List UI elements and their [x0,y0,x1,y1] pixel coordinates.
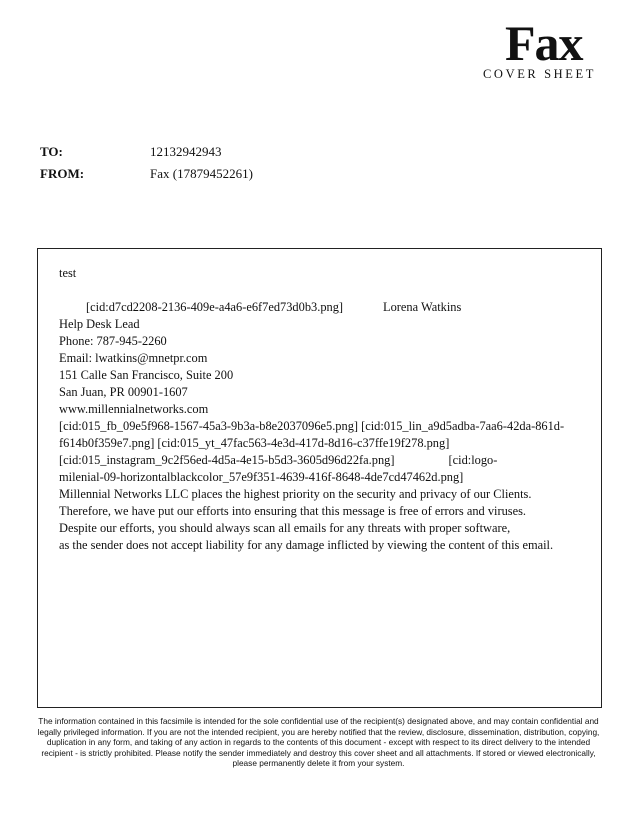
disclaimer-line4: as the sender does not accept liability for any damage inflicted by viewing the content of this email. [59,538,554,552]
instagram-image-ref: [cid:015_instagram_9c2f56ed-4d5a-4e15-b5d3-3605d96d22fa.png] [59,453,395,467]
social-links-line2: f614b0f359e7.png] [cid:015_yt_47fac563-4e3d-417d-8d16-c37ffe19f278.png] [59,436,450,450]
social-links-line1: [cid:015_fb_09e5f968-1567-45a3-9b3a-b8e2037096e5.png] [cid:015_lin_a9d5adba-7aa6-42da-861d- [59,419,565,433]
logo-image-ref-start: [cid:logo- [448,453,498,467]
signature-image-ref: [cid:d7cd2208-2136-409e-a4a6-e6f7ed73d0b3.png] [86,300,344,314]
to-label: TO: [40,144,63,159]
to-value: 12132942943 [150,144,222,159]
signature-title: Help Desk Lead [59,317,140,331]
disclaimer-line3: Despite our efforts, you should always scan all emails for any threats with proper software, [59,521,511,535]
confidentiality-notice: The information contained in this facsimile is intended for the sole confidential use of the recipient(s) designated above, and may contain confidential and legally privileged information. If you are not the intended recipient, you are hereby notified that the review, disclosure, dissemination, distribution, copying, duplication in any form, and taking of any action in regards to the contents of this document - except with respect to its direct delivery to the intended recipient - is strictly prohibited. Please notify the sender immediately and destroy this cover sheet and all attachments. If stored or viewed electronically, please permanently delete it from your system. [37,716,600,769]
from-value: Fax (17879452261) [150,166,253,181]
signature-phone: Phone: 787-945-2260 [59,334,167,348]
from-label: FROM: [40,166,85,181]
signature-name: Lorena Watkins [383,300,462,314]
disclaimer-line2: Therefore, we have put our efforts into ensuring that this message is free of errors and viruses. [59,504,527,518]
cover-sheet-subtitle: COVER SHEET [483,67,596,81]
social-links-line4: milenial-09-horizontalblackcolor_57e9f351-4639-416f-8648-4de7cd47462d.png] [59,470,464,484]
social-links-line3 [59,452,584,469]
signature-website: www.millennialnetworks.com [59,402,209,416]
message-body [59,265,584,554]
disclaimer-line1: Millennial Networks LLC places the highest priority on the security and privacy of our Clients. [59,487,532,501]
signature-address-line2: San Juan, PR 00901-1607 [59,385,188,399]
fax-title: Fax [505,15,583,71]
signature-email: Email: lwatkins@mnetpr.com [59,351,208,365]
greeting: test [59,266,77,280]
signature-header-line [59,299,584,316]
message-box [37,248,602,708]
signature-address-line1: 151 Calle San Francisco, Suite 200 [59,368,234,382]
